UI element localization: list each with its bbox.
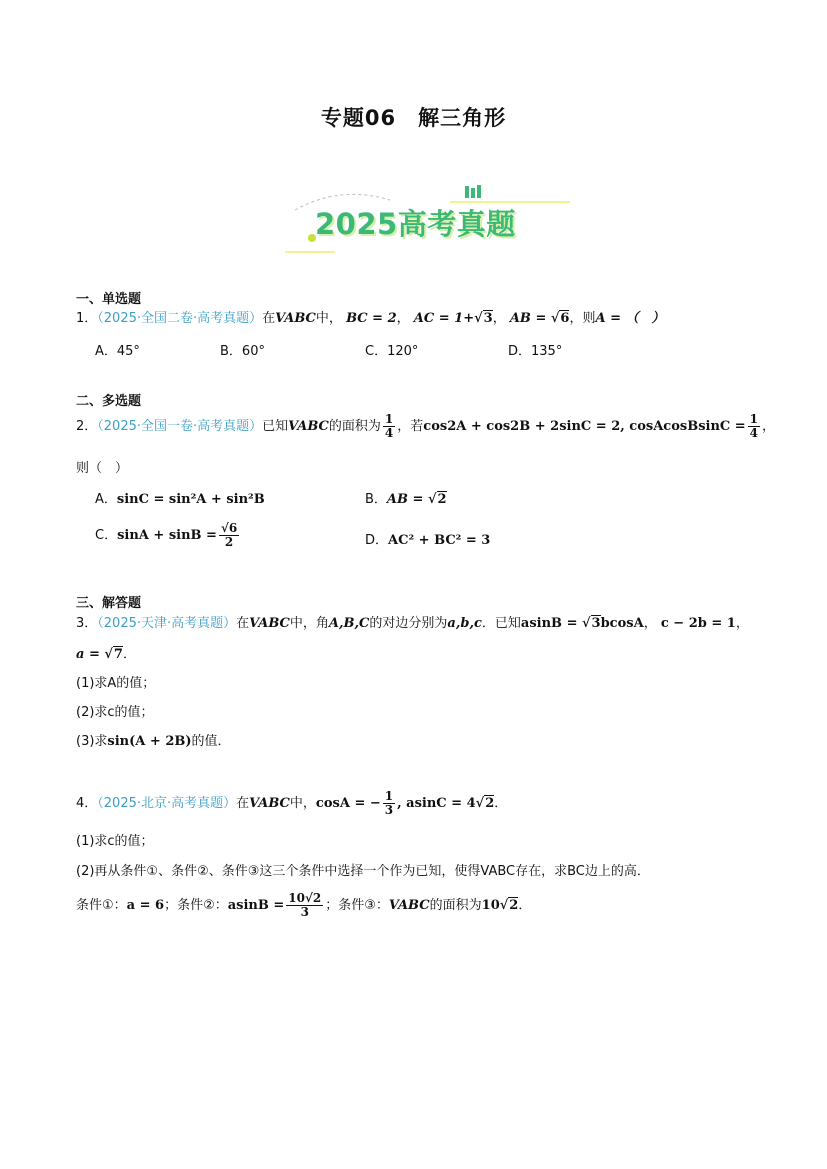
- q1-end: ，则: [569, 311, 596, 326]
- q2-cond-pre: ，若: [397, 419, 424, 434]
- q1-pre: 在: [262, 311, 276, 326]
- q1-ab-root: √6: [550, 311, 570, 326]
- q4-conditions: 条件①：a = 6；条件②：asinB = $\frac{10√2}{3}$ ；条件③：VABC的面积为10√2．: [76, 891, 532, 919]
- q1-ab: AB =: [509, 311, 551, 326]
- q1-option-a: A．45°: [95, 344, 140, 359]
- q3-part-1: (1)求A的值；: [76, 676, 156, 691]
- q2-number: 2．: [76, 419, 98, 434]
- question-4: 4．（2025·北京·高考真题）在VABC中，cosA = − $\frac{1}{3}$ , asinC = 4√2．: [76, 789, 508, 817]
- year-banner: [280, 180, 580, 260]
- q2-pre: 已知: [262, 419, 289, 434]
- q2-option-d: D．AC² + BC² = 3: [365, 533, 491, 548]
- q3-line-2: a = √7．: [76, 647, 136, 662]
- q2-triangle: VABC: [288, 419, 329, 434]
- q3-source: （2025·天津·高考真题）: [97, 616, 237, 631]
- q1-triangle: VABC: [275, 311, 316, 326]
- q2-source: （2025·全国一卷·高考真题）: [97, 419, 263, 434]
- q2-then: 则（ ）: [76, 461, 129, 476]
- q2-area: 的面积为: [328, 419, 381, 434]
- q1-ask: A = （ ）: [595, 311, 665, 326]
- q1-bc: BC = 2: [346, 311, 397, 326]
- section-multiple-choice: 二、多选题: [76, 394, 142, 409]
- q3-part-3: (3)求sin(A + 2B)的值．: [76, 734, 231, 749]
- q2-condition: cos2A + cos2B + 2sinC = 2, cosAcosBsinC =: [423, 419, 746, 434]
- banner-text: 2025高考真题: [315, 207, 516, 241]
- q1-option-b: B．60°: [220, 344, 265, 359]
- section-single-choice: 一、单选题: [76, 292, 142, 307]
- q1-ac: AC = 1+: [413, 311, 475, 326]
- section-answer: 三、解答题: [76, 596, 142, 611]
- q2-fraction-1: $\frac{1}{4}$: [384, 412, 394, 440]
- q2-fraction-2: $\frac{1}{4}$: [749, 412, 759, 440]
- q2-option-c: C．sinA + sinB = $\frac{√6}{2}$: [95, 521, 238, 549]
- q4-part-2: (2)再从条件①、条件②、条件③这三个条件中选择一个作为已知，使得VABC存在，求BC边上的高．: [76, 864, 650, 879]
- question-2: 2．（2025·全国一卷·高考真题）已知VABC的面积为 $\frac{1}{4}$ ，若cos2A + cos2B + 2sinC = 2, cosAcosBsinC = $\frac{1}{4}$ ，: [76, 412, 776, 440]
- q1-source: （2025·全国二卷·高考真题）: [97, 311, 263, 326]
- q1-ac-root: √3: [474, 311, 493, 326]
- q4-part-1: (1)求c的值；: [76, 834, 154, 849]
- question-1: 1．（2025·全国二卷·高考真题）在VABC中， BC = 2， AC = 1+√3， AB = √6，则A = （ ）: [76, 311, 665, 326]
- q2-option-a: A．sinC = sin²A + sin²B: [95, 492, 265, 507]
- q2-option-b: B．AB = √2: [365, 492, 447, 507]
- q1-mid: 中，: [315, 311, 342, 326]
- q1-number: 1．: [76, 311, 98, 326]
- q4-source: （2025·北京·高考真题）: [97, 796, 237, 811]
- q3-part-2: (2)求c的值；: [76, 705, 154, 720]
- question-3: 3．（2025·天津·高考真题）在VABC中，角A,B,C的对边分别为a,b,c．已知asinB = √3bcosA， c − 2b = 1，: [76, 616, 749, 631]
- q1-option-d: D．135°: [508, 344, 563, 359]
- q1-option-c: C．120°: [365, 344, 419, 359]
- page-title: 专题06 解三角形: [320, 106, 507, 130]
